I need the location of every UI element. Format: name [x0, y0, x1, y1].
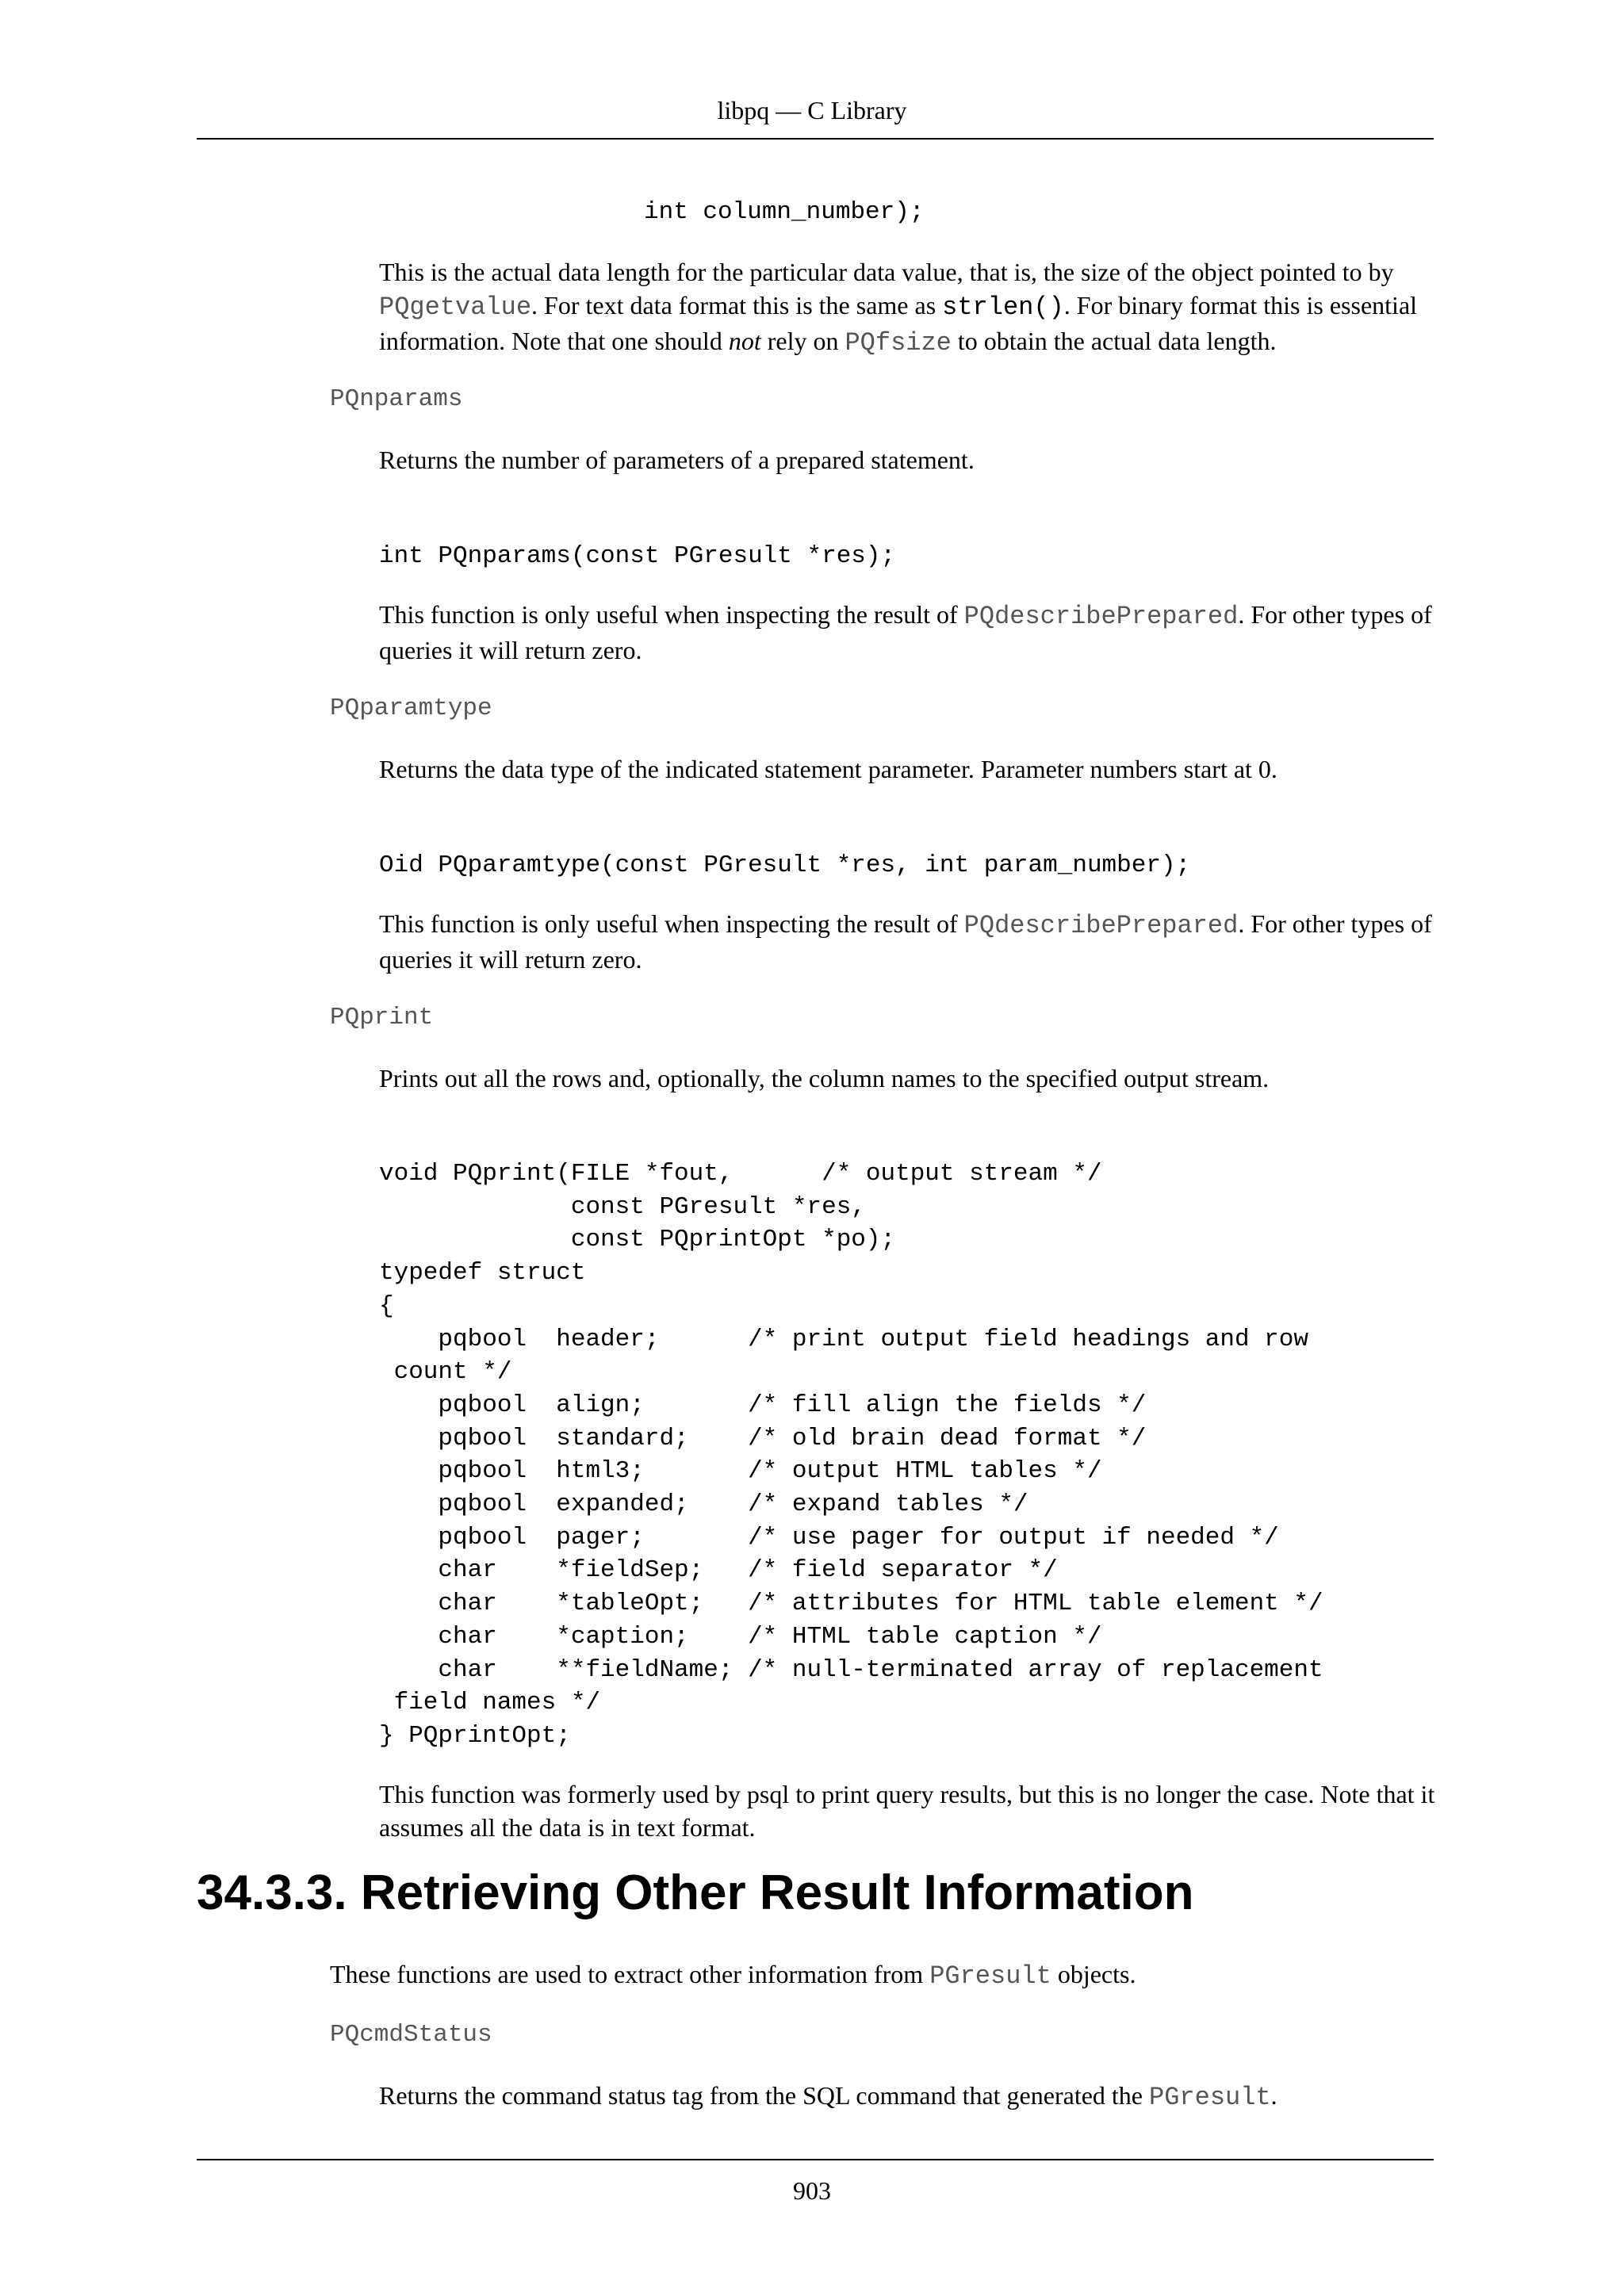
term-pqparamtype: PQparamtype: [330, 695, 492, 722]
pqprint-note: This function was formerly used by psql to print query results, but this is no longer the case. Note that it assumes all the data is in text format.: [379, 1780, 1435, 1842]
pqnparams-note: [379, 598, 1435, 667]
code-ref-strlen: strlen(): [942, 293, 1064, 322]
emphasis-not: not: [728, 327, 761, 355]
code-ref-pqdescribeprepared: PQdescribePrepared: [963, 911, 1239, 940]
text-run: . For other types of queries it will return zero.: [379, 600, 1432, 664]
code-continuation: int column_number);: [644, 198, 925, 226]
code-ref-pqgetvalue: PQgetvalue: [379, 293, 532, 322]
term-pqnparams: PQnparams: [330, 385, 463, 413]
section-heading: 34.3.3. Retrieving Other Result Information: [197, 1866, 1194, 1920]
text-run: .: [1270, 2081, 1277, 2110]
pqparamtype-description: Returns the data type of the indicated statement parameter. Parameter numbers start at 0.: [379, 755, 1277, 783]
text-run: This function is only useful when inspecting the result of: [379, 600, 964, 629]
text-run: This is the actual data length for the particular data value, that is, the size of the object pointed to by: [379, 258, 1394, 286]
pqcmdstatus-description: [379, 2079, 1435, 2114]
page-number: 903: [793, 2176, 831, 2205]
text-run: This function is only useful when inspecting the result of: [379, 909, 964, 938]
code-ref-pqdescribeprepared: PQdescribePrepared: [963, 602, 1239, 631]
term-pqprint: PQprint: [330, 1004, 434, 1031]
pqparamtype-note: [379, 907, 1435, 976]
code-ref-pgresult: PGresult: [1149, 2083, 1271, 2112]
code-ref-pqfsize: PQfsize: [845, 328, 952, 358]
pqgetlength-description: [379, 255, 1435, 360]
running-header: libpq — C Library: [717, 96, 907, 124]
text-run: to obtain the actual data length.: [951, 327, 1277, 355]
header-rule: [197, 138, 1434, 140]
text-run: . For text data format this is the same as: [531, 291, 943, 320]
pqnparams-description: Returns the number of parameters of a prepared statement.: [379, 446, 975, 474]
text-run: These functions are used to extract other information from: [330, 1960, 930, 1988]
pqnparams-code: int PQnparams(const PGresult *res);: [379, 542, 896, 570]
pqparamtype-code: Oid PQparamtype(const PGresult *res, int param_number);: [379, 851, 1191, 879]
pqprint-description: Prints out all the rows and, optionally, the column names to the specified output stream.: [379, 1064, 1270, 1093]
text-run: . For other types of queries it will return zero.: [379, 909, 1432, 974]
footer-rule: [197, 2159, 1434, 2160]
text-run: Returns the command status tag from the SQL command that generated the: [379, 2081, 1149, 2110]
text-run: . For binary format this is essential information. Note that one should: [379, 291, 1418, 355]
text-run: rely on: [760, 327, 845, 355]
code-ref-pgresult: PGresult: [929, 1961, 1051, 1991]
term-pqcmdstatus: PQcmdStatus: [330, 2021, 492, 2049]
section-intro: [330, 1957, 1440, 1993]
text-run: objects.: [1051, 1960, 1136, 1988]
pqprint-code: void PQprint(FILE *fout, /* output stream */ const PGresult *res, const PQprintOpt *po); typedef struct { pqbool header; /* print output field headings and row count */ pqbool align; /* fill align the fields */ pqbool standard; /* old brain dead format */ pqbool html3; /* output HTML tables */ pqbool expanded; /* expand tables */ pqbool pager; /* use pager for output if needed */ char *fieldSep; /* field separator */ char *tableOpt; /* attributes for HTML table element */ char *caption; /* HTML table caption */ char **fieldName; /* null-terminated array of replacement field names */ } PQprintOpt;: [379, 1160, 1323, 1750]
